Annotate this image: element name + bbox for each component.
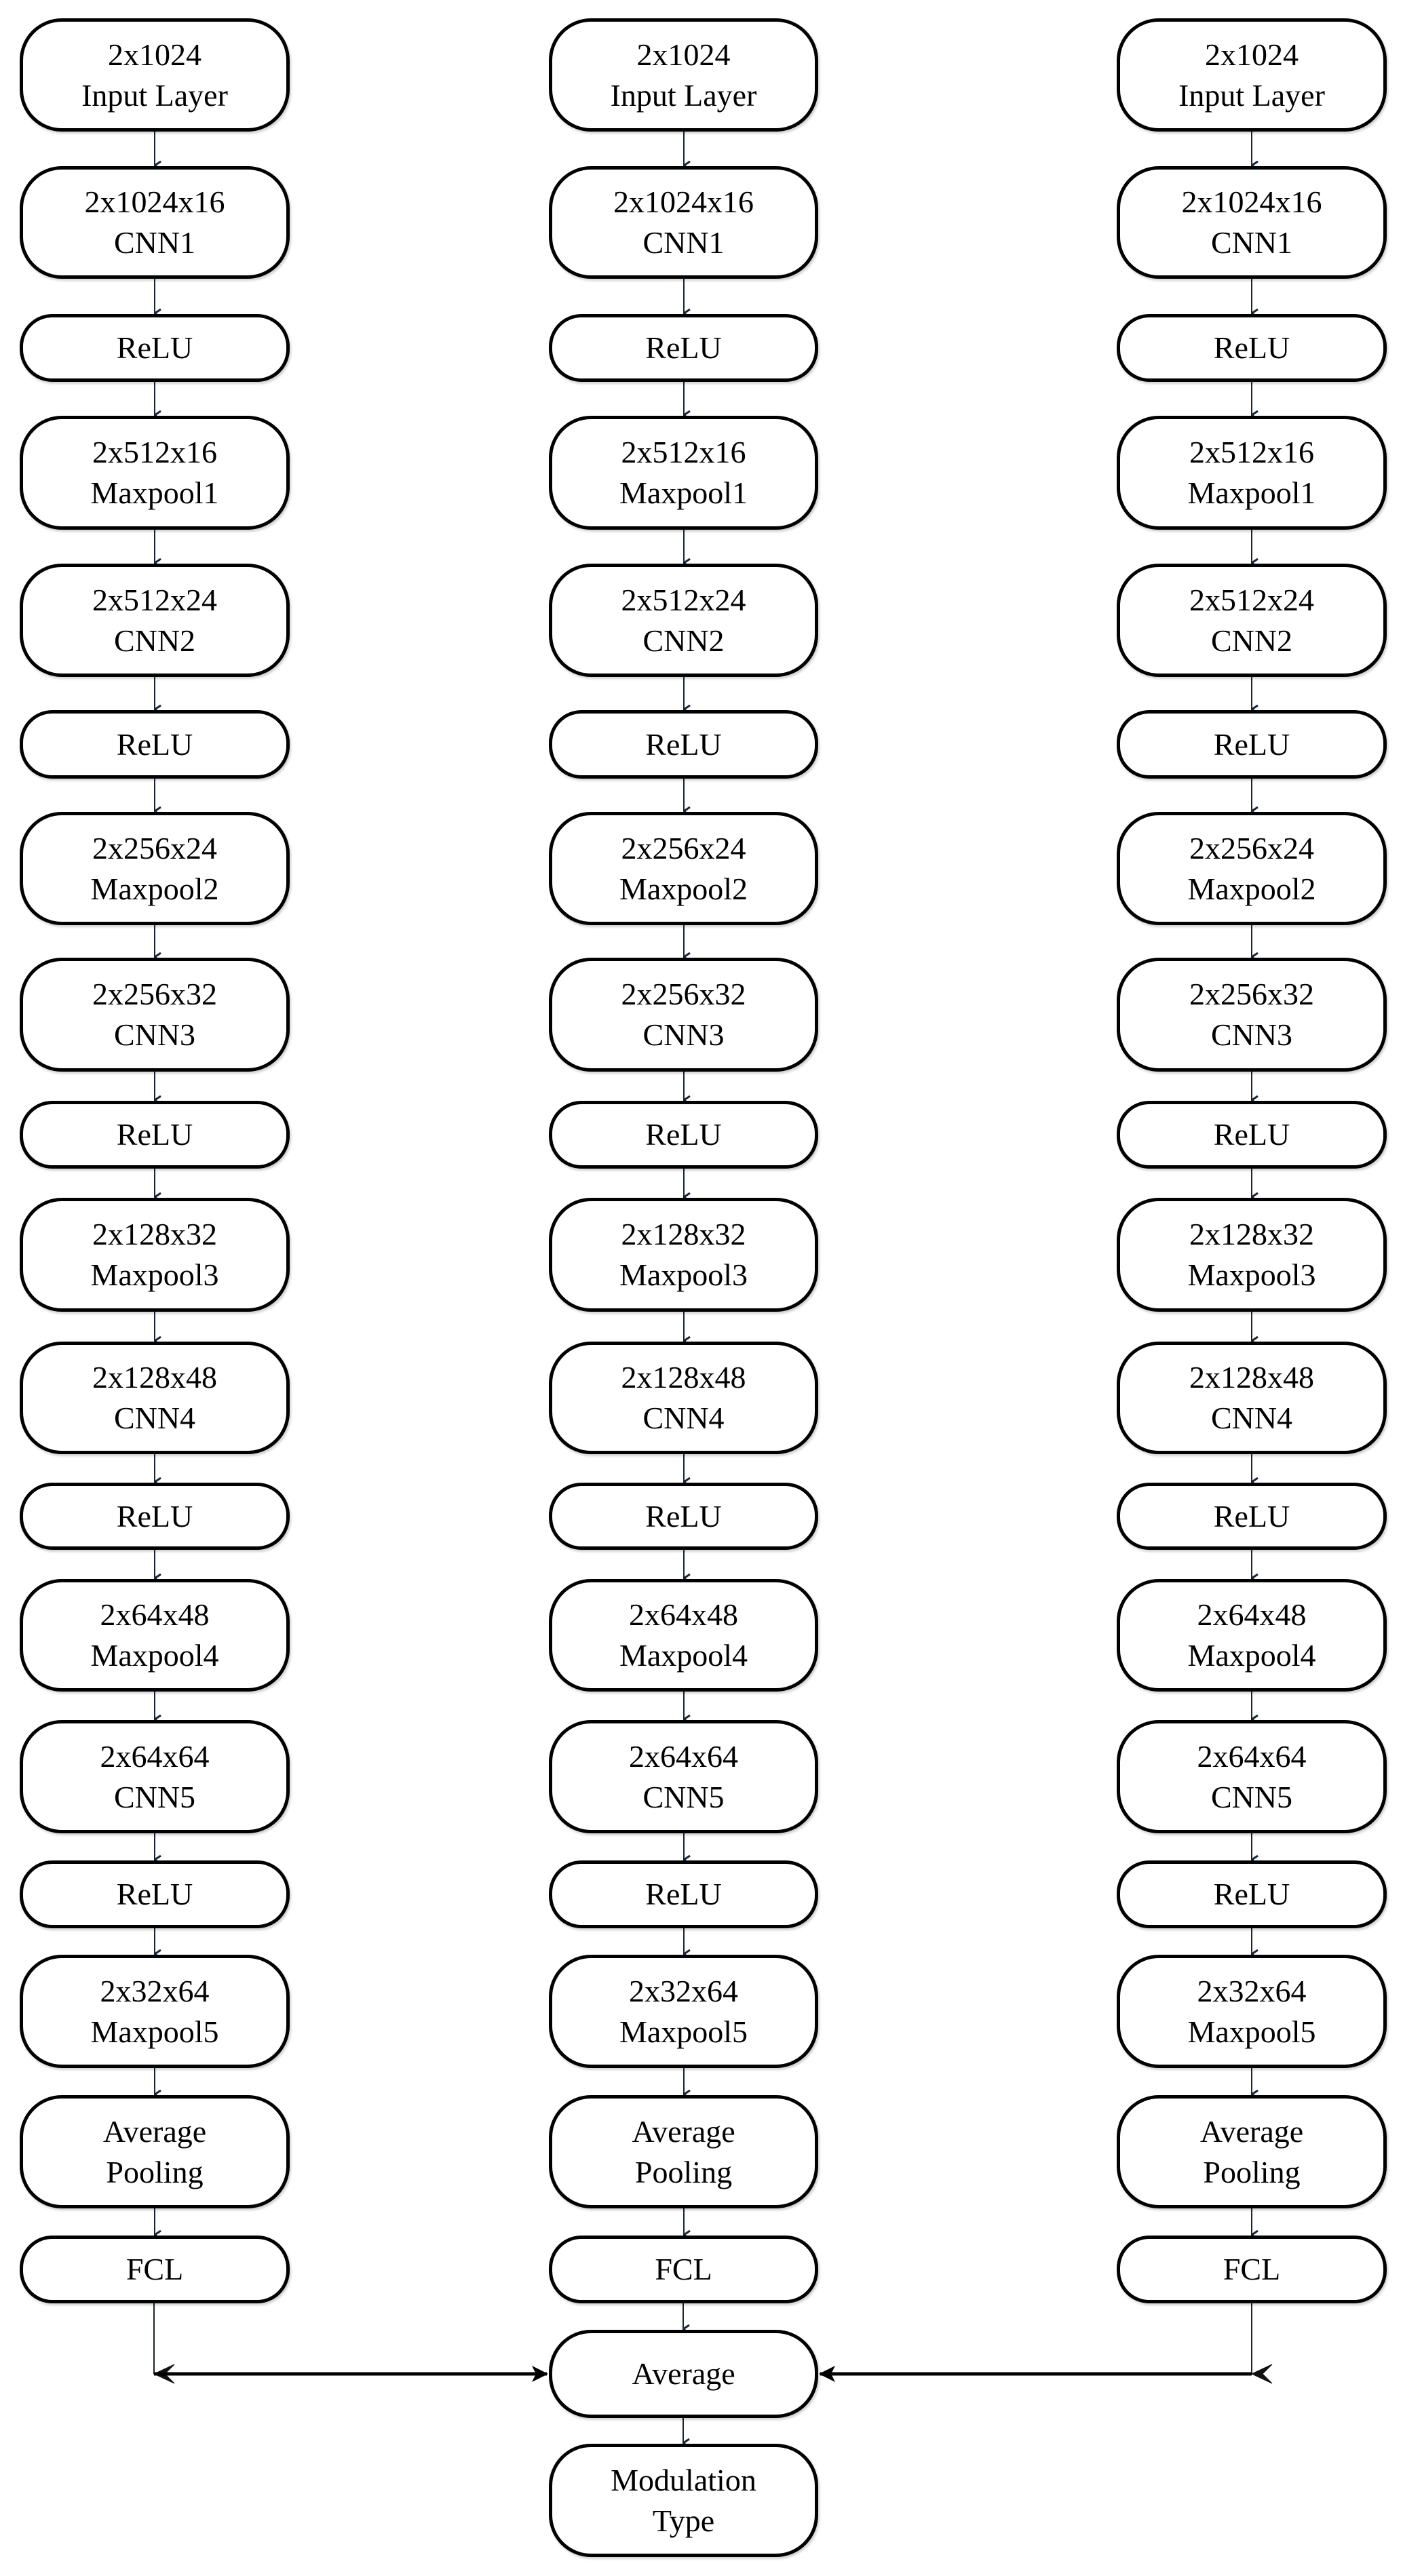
modulation-type-node bbox=[549, 2444, 818, 2557]
layer-label-line2: CNN1 bbox=[1210, 225, 1293, 260]
layer-label-line1: 2x128x48 bbox=[621, 1360, 746, 1394]
layer-label-line2: CNN5 bbox=[1210, 1779, 1293, 1814]
layer-label-line1: 2x1024x16 bbox=[84, 184, 225, 219]
layer-node-relu bbox=[20, 314, 290, 382]
layer-label-line2: Maxpool4 bbox=[619, 1638, 748, 1673]
layer-label-line1: ReLU bbox=[116, 726, 193, 762]
layer-node-pooling bbox=[20, 2095, 290, 2208]
layer-node-cnn5 bbox=[1117, 1720, 1387, 1833]
layer-label-line2: Input Layer bbox=[610, 77, 757, 113]
layer-label-line2: Maxpool4 bbox=[1187, 1638, 1316, 1673]
layer-label-line1: 2x256x32 bbox=[1189, 977, 1314, 1011]
layer-label-line1: 2x128x32 bbox=[1189, 1217, 1314, 1251]
layer-label-line1: 2x512x24 bbox=[92, 582, 217, 617]
layer-label-line1: 2x256x32 bbox=[621, 977, 746, 1011]
layer-label-line2: Maxpool4 bbox=[90, 1638, 219, 1673]
layer-label-line2: Maxpool1 bbox=[619, 475, 748, 510]
layer-label-line1: Average bbox=[632, 2113, 735, 2149]
layer-label-line1: ReLU bbox=[1213, 1877, 1290, 1911]
layer-node-maxpool5 bbox=[20, 1955, 290, 2068]
layer-label-line1: FCL bbox=[1223, 2252, 1281, 2286]
layer-label-line1: 2x64x48 bbox=[1197, 1597, 1307, 1632]
output-label-line1: Modulation bbox=[611, 2462, 756, 2497]
layer-node-cnn4 bbox=[549, 1342, 818, 1454]
layer-label-line2: Maxpool1 bbox=[1187, 475, 1316, 510]
layer-label-line2: Input Layer bbox=[81, 77, 228, 113]
layer-label-line2: CNN4 bbox=[642, 1401, 725, 1435]
layer-label-line1: ReLU bbox=[116, 1877, 193, 1911]
layer-node-cnn1 bbox=[20, 166, 290, 279]
layer-label-line2: CNN3 bbox=[642, 1017, 725, 1052]
output-label-line2: Type bbox=[652, 2503, 715, 2538]
layer-node-input-layer bbox=[20, 18, 290, 132]
layer-node-maxpool2 bbox=[549, 812, 818, 925]
layer-label-line1: 2x128x48 bbox=[1189, 1360, 1314, 1394]
layer-node-maxpool5 bbox=[1117, 1955, 1387, 2068]
layer-node-pooling bbox=[1117, 2095, 1387, 2208]
layer-label-line1: Average bbox=[1199, 2113, 1304, 2149]
layer-node-fcl bbox=[549, 2236, 818, 2303]
layer-label-line1: 2x256x24 bbox=[621, 830, 746, 865]
layer-label-line1: ReLU bbox=[645, 330, 722, 365]
layer-label-line1: 2x512x16 bbox=[1189, 435, 1314, 469]
layer-label-line2: Maxpool3 bbox=[619, 1257, 748, 1292]
layer-label-line1: ReLU bbox=[645, 1877, 722, 1911]
layer-label-line2: CNN1 bbox=[642, 225, 725, 260]
layer-node-cnn5 bbox=[20, 1720, 290, 1833]
layer-label-line1: FCL bbox=[655, 2252, 712, 2286]
layer-label-line1: ReLU bbox=[1213, 330, 1290, 365]
layer-label-line1: 2x32x64 bbox=[629, 1973, 738, 2008]
layer-label-line1: ReLU bbox=[1213, 1117, 1290, 1152]
layer-label-line1: 2x64x48 bbox=[100, 1597, 210, 1632]
layer-node-relu bbox=[1117, 1101, 1387, 1169]
layer-label-line1: 2x128x48 bbox=[92, 1360, 217, 1394]
layer-label-line2: CNN4 bbox=[113, 1401, 196, 1435]
layer-node-relu bbox=[1117, 710, 1387, 779]
layer-label-line1: 2x1024 bbox=[636, 37, 731, 72]
layer-label-line1: 2x64x48 bbox=[629, 1597, 738, 1632]
layer-label-line2: Maxpool5 bbox=[1187, 2014, 1316, 2049]
layer-node-relu bbox=[549, 314, 818, 382]
layer-node-cnn3 bbox=[549, 958, 818, 1072]
layer-node-cnn5 bbox=[549, 1720, 818, 1833]
layer-node-cnn4 bbox=[1117, 1342, 1387, 1454]
layer-node-cnn3 bbox=[1117, 958, 1387, 1072]
layer-node-maxpool1 bbox=[1117, 416, 1387, 530]
layer-label-line1: 2x1024x16 bbox=[613, 184, 754, 219]
layer-label-line1: Average bbox=[102, 2113, 207, 2149]
layer-node-maxpool2 bbox=[20, 812, 290, 925]
layer-label-line2: CNN1 bbox=[113, 225, 196, 260]
layer-label-line2: Pooling bbox=[634, 2154, 733, 2189]
layer-label-line2: Pooling bbox=[106, 2154, 204, 2189]
layer-node-maxpool5 bbox=[549, 1955, 818, 2068]
layer-node-relu bbox=[549, 1860, 818, 1928]
layer-label-line2: CNN3 bbox=[113, 1017, 196, 1052]
layer-label-line2: CNN4 bbox=[1210, 1401, 1293, 1435]
layer-node-maxpool1 bbox=[20, 416, 290, 530]
layer-label-line1: ReLU bbox=[1213, 1498, 1290, 1534]
layer-label-line2: Maxpool2 bbox=[619, 871, 748, 906]
layer-label-line2: Maxpool2 bbox=[90, 871, 219, 906]
layer-label-line1: 2x512x16 bbox=[92, 435, 217, 469]
layer-label-line2: CNN2 bbox=[113, 623, 196, 658]
layer-label-line1: 2x128x32 bbox=[621, 1217, 746, 1251]
layer-label-line2: Maxpool1 bbox=[90, 475, 219, 510]
layer-node-fcl bbox=[1117, 2236, 1387, 2303]
layer-label-line1: 2x512x24 bbox=[621, 582, 746, 617]
layer-label-line1: 2x64x64 bbox=[100, 1738, 210, 1774]
layer-node-maxpool4 bbox=[549, 1579, 818, 1692]
layer-node-maxpool2 bbox=[1117, 812, 1387, 925]
layer-label-line1: ReLU bbox=[1213, 726, 1290, 762]
layer-label-line1: 2x256x24 bbox=[1189, 830, 1314, 865]
layer-label-line1: FCL bbox=[126, 2252, 184, 2286]
layer-node-fcl bbox=[20, 2236, 290, 2303]
layer-node-maxpool3 bbox=[1117, 1198, 1387, 1312]
layer-label-line2: CNN2 bbox=[1210, 623, 1293, 658]
layer-label-line2: CNN2 bbox=[642, 623, 725, 658]
layer-label-line1: 2x512x16 bbox=[621, 435, 746, 469]
layer-label-line2: Maxpool3 bbox=[90, 1257, 219, 1292]
layer-label-line1: 2x64x64 bbox=[1197, 1738, 1307, 1774]
layer-label-line2: CNN5 bbox=[642, 1779, 725, 1814]
layer-label-line1: 2x256x32 bbox=[92, 977, 217, 1011]
layer-label-line1: ReLU bbox=[645, 1117, 722, 1152]
average-label: Average bbox=[632, 2356, 735, 2391]
layer-node-cnn4 bbox=[20, 1342, 290, 1454]
layer-label-line1: ReLU bbox=[116, 330, 193, 365]
layer-label-line1: 2x512x24 bbox=[1189, 582, 1314, 617]
layer-node-cnn3 bbox=[20, 958, 290, 1072]
layer-node-cnn2 bbox=[1117, 564, 1387, 677]
layer-node-input-layer bbox=[549, 18, 818, 132]
layer-label-line1: 2x32x64 bbox=[100, 1973, 210, 2008]
layer-label-line1: 2x128x32 bbox=[92, 1217, 217, 1251]
layer-label-line1: 2x64x64 bbox=[629, 1738, 738, 1774]
average-node bbox=[549, 2330, 818, 2418]
layer-node-pooling bbox=[549, 2095, 818, 2208]
layer-node-input-layer bbox=[1117, 18, 1387, 132]
layer-label-line2: Maxpool2 bbox=[1187, 871, 1316, 906]
layer-label-line1: ReLU bbox=[116, 1117, 193, 1152]
layer-node-maxpool4 bbox=[20, 1579, 290, 1692]
layer-node-relu bbox=[1117, 1483, 1387, 1550]
layer-node-relu bbox=[20, 710, 290, 779]
layer-node-cnn2 bbox=[549, 564, 818, 677]
layer-label-line2: Maxpool5 bbox=[619, 2014, 748, 2049]
layer-node-cnn2 bbox=[20, 564, 290, 677]
layer-label-line1: 2x32x64 bbox=[1197, 1973, 1307, 2008]
layer-node-relu bbox=[549, 1101, 818, 1169]
layer-node-relu bbox=[1117, 1860, 1387, 1928]
layer-label-line2: Maxpool5 bbox=[90, 2014, 219, 2049]
layer-label-line1: 2x1024x16 bbox=[1181, 184, 1322, 219]
layer-label-line2: Pooling bbox=[1203, 2154, 1301, 2189]
layer-node-relu bbox=[549, 710, 818, 779]
layer-label-line1: 2x256x24 bbox=[92, 830, 217, 865]
layer-node-relu bbox=[549, 1483, 818, 1550]
layer-node-relu bbox=[20, 1483, 290, 1550]
layer-node-maxpool3 bbox=[20, 1198, 290, 1312]
layer-node-relu bbox=[20, 1101, 290, 1169]
layer-node-cnn1 bbox=[549, 166, 818, 279]
layer-label-line1: 2x1024 bbox=[1205, 37, 1299, 72]
layer-label-line2: CNN3 bbox=[1210, 1017, 1293, 1052]
layer-node-maxpool1 bbox=[549, 416, 818, 530]
layer-label-line2: Maxpool3 bbox=[1187, 1257, 1316, 1292]
layer-label-line1: ReLU bbox=[645, 1498, 722, 1534]
layer-node-cnn1 bbox=[1117, 166, 1387, 279]
layer-node-maxpool4 bbox=[1117, 1579, 1387, 1692]
layer-label-line1: 2x1024 bbox=[108, 37, 201, 72]
layer-node-maxpool3 bbox=[549, 1198, 818, 1312]
layer-label-line1: ReLU bbox=[116, 1498, 193, 1534]
layer-label-line2: Input Layer bbox=[1178, 77, 1325, 113]
layer-node-relu bbox=[1117, 314, 1387, 382]
layer-label-line2: CNN5 bbox=[113, 1779, 196, 1814]
layer-label-line1: ReLU bbox=[645, 726, 722, 762]
layer-node-relu bbox=[20, 1860, 290, 1928]
